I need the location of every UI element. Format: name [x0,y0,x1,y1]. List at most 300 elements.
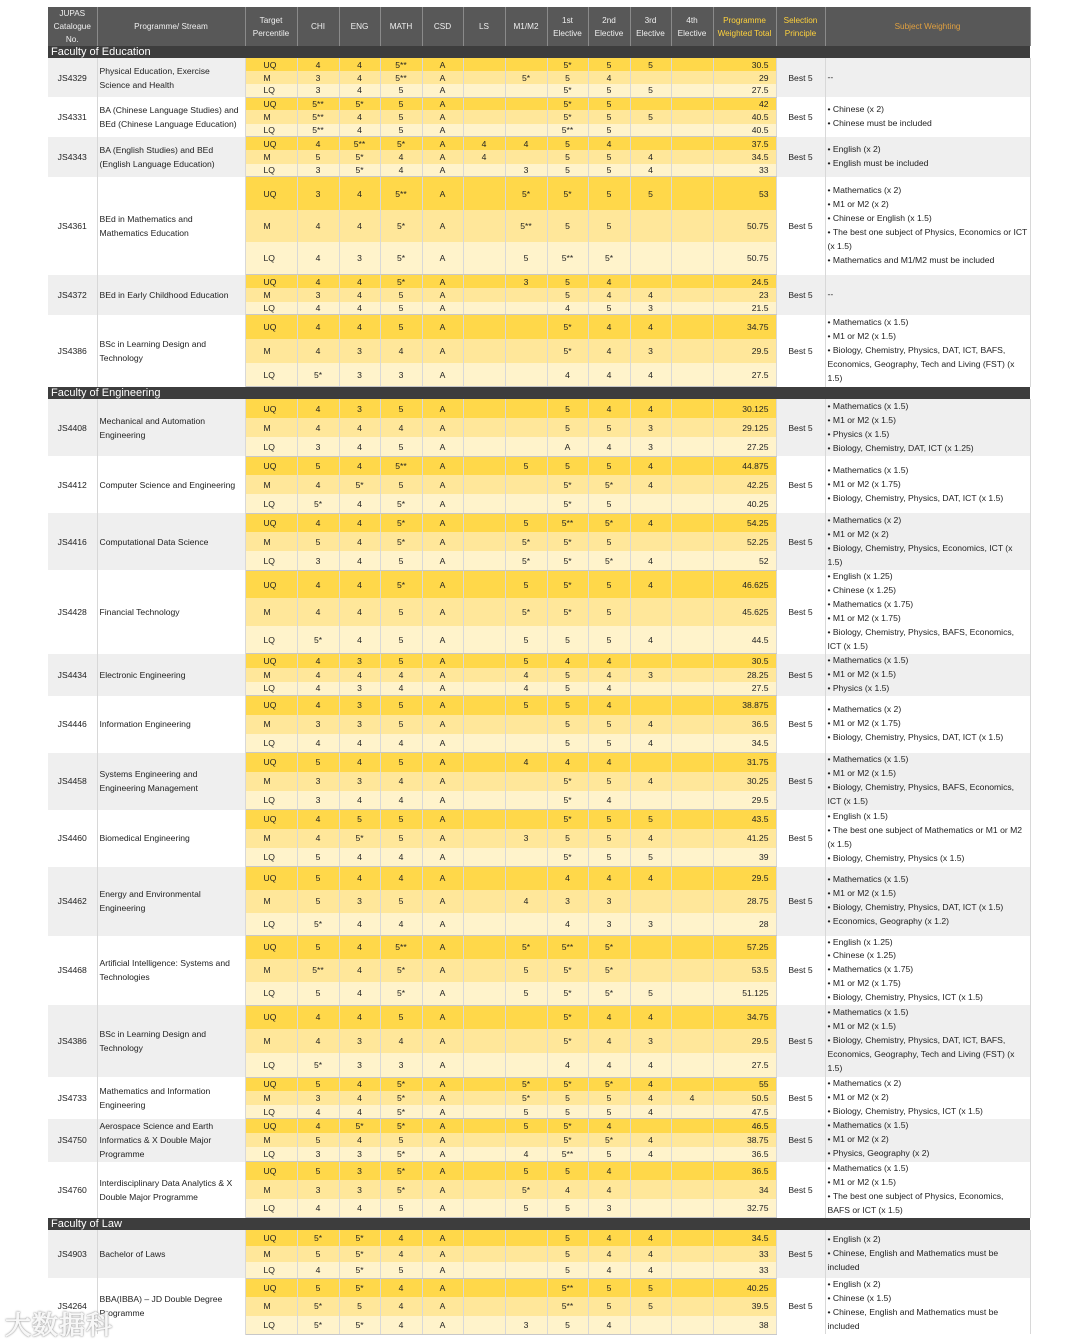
subject-weighting [825,1278,1030,1334]
grade-cell: 3 [339,890,380,913]
grade-cell: 5 [588,626,630,654]
grade-cell [671,626,713,654]
programme-name: BA (English Studies) and BEd (English Language Education) [97,137,245,177]
grade-cell: 5* [339,1278,380,1297]
grade-cell [505,791,547,810]
grade-cell: 4 [630,1005,671,1029]
weighting-item: • Mathematics (x 1.5) [828,1006,1028,1020]
target-percentile: UQ [245,1077,297,1091]
subject-weighting [825,810,1030,867]
grade-cell: 3 [505,275,547,288]
grade-cell: 4 [630,867,671,890]
target-percentile: UQ [245,315,297,339]
grade-cell: 4 [630,1053,671,1077]
weighting-item: • M1 or M2 (x 1.75) [828,717,1028,731]
grade-cell: 4 [588,791,630,810]
grade-cell: 5* [547,1133,588,1147]
grade-cell: 4 [630,164,671,177]
weighting-item: • M1 or M2 (x 1.75) [828,478,1028,492]
target-percentile: M [245,71,297,84]
grade-cell [463,475,505,494]
grade-cell [463,867,505,890]
grade-cell: 5 [505,626,547,654]
grade-cell: 5* [547,494,588,513]
target-percentile: M [245,715,297,734]
grade-cell: 5* [588,513,630,532]
subject-weighting [825,1077,1030,1119]
weighting-list [828,1077,1028,1119]
grade-cell: 4 [297,696,339,715]
grade-cell [671,1119,713,1133]
grade-cell [505,97,547,110]
weighted-total: 24.5 [713,275,776,288]
grade-cell: A [422,1147,463,1161]
grade-cell: 4 [630,1091,671,1105]
grade-cell: 4 [339,275,380,288]
grade-cell: A [422,682,463,696]
grade-cell: 4 [339,626,380,654]
target-percentile: M [245,772,297,791]
grade-cell: 5* [547,848,588,867]
table-row [48,696,1030,715]
grade-cell: 5 [547,456,588,475]
weighting-item: • Biology, Chemistry, Physics, DAT, ICT (x 1.5) [828,731,1028,745]
target-percentile: UQ [245,1119,297,1133]
grade-cell: 5 [588,1105,630,1119]
grade-cell: 5 [547,1262,588,1278]
weighted-total: 34.75 [713,1005,776,1029]
catalogue-code: JS4468 [48,936,97,1006]
grade-cell [671,570,713,598]
table-row [48,1077,1030,1091]
grade-cell: 3 [297,177,339,210]
grade-cell: 5* [380,959,422,982]
programme-name: BEd in Mathematics and Mathematics Education [97,177,245,275]
grade-cell: 4 [588,682,630,696]
weighted-total: 28.25 [713,668,776,682]
grade-cell: 4 [339,456,380,475]
grade-cell: 5 [547,1091,588,1105]
selection-principle: Best 5 [776,1278,825,1334]
weighting-item: • Mathematics (x 2) [828,184,1028,198]
grade-cell [463,890,505,913]
grade-cell: 5* [547,772,588,791]
grade-cell [463,1246,505,1262]
grade-cell: A [422,982,463,1005]
grade-cell: A [422,210,463,243]
grade-cell [671,339,713,363]
grade-cell: 3 [297,84,339,97]
grade-cell: 4 [463,137,505,150]
weighting-list [828,936,1028,1006]
weighting-item: • The best one subject of Physics, Economics, BAFS or ICT (x 1.5) [828,1190,1028,1218]
grade-cell: 4 [297,418,339,437]
target-percentile: LQ [245,494,297,513]
grade-cell: 5 [505,1105,547,1119]
grade-cell: A [422,598,463,626]
header-2nd-elective: 2nd Elective [588,7,630,46]
grade-cell [505,1278,547,1297]
weighting-item: • Biology, Chemistry, Physics, ICT (x 1.5) [828,1105,1028,1119]
grade-cell: 4 [297,210,339,243]
grade-cell [463,829,505,848]
target-percentile: UQ [245,867,297,890]
grade-cell: 4 [297,302,339,315]
grade-cell: 5 [588,829,630,848]
grade-cell: 5* [547,982,588,1005]
weighted-total: 29.5 [713,791,776,810]
target-percentile: UQ [245,936,297,959]
grade-cell: 5** [380,456,422,475]
grade-cell: 4 [339,936,380,959]
grade-cell [463,210,505,243]
grade-cell: 5* [505,71,547,84]
weighting-list [828,1278,1028,1334]
grade-cell: 4 [547,363,588,387]
grade-cell: 5 [630,848,671,867]
programme-name: Physical Education, Exercise Science and Health [97,58,245,97]
grade-cell: A [422,437,463,456]
grade-cell: A [422,58,463,71]
grade-cell: 4 [547,753,588,772]
selection-principle: Best 5 [776,1005,825,1077]
grade-cell: 4 [630,1077,671,1091]
grade-cell: 4 [630,1262,671,1278]
grade-cell: A [422,418,463,437]
grade-cell [630,598,671,626]
grade-cell: A [422,753,463,772]
grade-cell: 3 [380,363,422,387]
grade-cell: 5 [630,810,671,829]
selection-principle: Best 5 [776,936,825,1006]
grade-cell: 5* [547,570,588,598]
grade-cell: 5 [380,97,422,110]
target-percentile: LQ [245,302,297,315]
weighting-item: • Mathematics (x 1.5) [828,753,1028,767]
grade-cell [630,1180,671,1199]
grade-cell: 5 [588,494,630,513]
target-percentile: M [245,1133,297,1147]
grade-cell: 5** [547,1147,588,1161]
grade-cell: 3 [339,772,380,791]
grade-cell: 5 [630,1278,671,1297]
weighting-item: • Chinese (x 2) [828,103,1028,117]
grade-cell [505,288,547,301]
target-percentile: M [245,418,297,437]
grade-cell [463,418,505,437]
grade-cell: A [422,315,463,339]
grade-cell: 4 [588,696,630,715]
header-math: MATH [380,7,422,46]
grade-cell [671,363,713,387]
grade-cell: 4 [630,475,671,494]
grade-cell: 4 [339,791,380,810]
weighted-total: 34.75 [713,315,776,339]
weighted-total: 34 [713,1180,776,1199]
grade-cell: 5 [547,1316,588,1335]
grade-cell: 4 [380,682,422,696]
weighting-item: • Chinese must be included [828,117,1028,131]
grade-cell: 5* [505,598,547,626]
weighted-total: 29.5 [713,1029,776,1053]
grade-cell [630,654,671,668]
catalogue-code: JS4408 [48,399,97,456]
grade-cell: 4 [339,1077,380,1091]
target-percentile: LQ [245,437,297,456]
admission-table [48,7,1031,1335]
grade-cell [630,1199,671,1218]
grade-cell: 4 [630,1230,671,1246]
grade-cell: 5* [505,532,547,551]
selection-principle: Best 5 [776,867,825,936]
grade-cell: 4 [588,1316,630,1335]
weighting-item: • M1 or M2 (x 1.5) [828,414,1028,428]
grade-cell: 5 [547,150,588,163]
weighting-item: • M1 or M2 (x 1.5) [828,1020,1028,1034]
grade-cell [463,399,505,418]
grade-cell [671,1105,713,1119]
target-percentile: UQ [245,753,297,772]
grade-cell [630,696,671,715]
subject-weighting [825,570,1030,653]
grade-cell: 5 [380,598,422,626]
grade-cell [671,437,713,456]
faculty-header [48,46,1030,58]
target-percentile: LQ [245,124,297,137]
grade-cell: 4 [505,682,547,696]
grade-cell: 3 [339,682,380,696]
table-row [48,1278,1030,1297]
grade-cell: 4 [297,734,339,753]
grade-cell [671,177,713,210]
header-csd: CSD [422,7,463,46]
weighting-item: -- [827,288,834,299]
programme-name: Interdisciplinary Data Analytics & X Double Major Programme [97,1162,245,1218]
grade-cell [671,696,713,715]
target-percentile: LQ [245,1053,297,1077]
weighted-total: 43.5 [713,810,776,829]
grade-cell: 5* [380,1162,422,1181]
weighted-total: 37.5 [713,137,776,150]
target-percentile: LQ [245,848,297,867]
grade-cell: 5* [505,1180,547,1199]
weighting-item: • Mathematics (x 1.5) [828,1119,1028,1133]
grade-cell: 5 [380,288,422,301]
grade-cell [671,164,713,177]
target-percentile: M [245,339,297,363]
target-percentile: M [245,150,297,163]
grade-cell: 4 [588,1005,630,1029]
grade-cell: 5* [380,1077,422,1091]
grade-cell: 3 [297,791,339,810]
grade-cell: A [422,696,463,715]
grade-cell: A [422,1180,463,1199]
grade-cell: 4 [339,1091,380,1105]
weighted-total: 30.5 [713,58,776,71]
grade-cell: 5 [380,302,422,315]
grade-cell: A [422,1246,463,1262]
grade-cell [630,532,671,551]
weighted-total: 44.875 [713,456,776,475]
table-row [48,58,1030,71]
catalogue-code: JS4760 [48,1162,97,1218]
grade-cell [671,456,713,475]
grade-cell: 5* [297,1053,339,1077]
grade-cell: 5 [505,1119,547,1133]
grade-cell: 5 [380,1262,422,1278]
grade-cell: 5 [547,734,588,753]
grade-cell: 5* [297,626,339,654]
grade-cell [630,936,671,959]
grade-cell: 5* [380,242,422,275]
programme-name: BBA(IBBA) – JD Double Degree Programme [97,1278,245,1334]
weighting-item: • M1 or M2 (x 1.5) [828,330,1028,344]
target-percentile: LQ [245,242,297,275]
grade-cell: 4 [339,124,380,137]
programme-name: Electronic Engineering [97,654,245,696]
grade-cell [463,110,505,123]
grade-cell: 4 [380,164,422,177]
grade-cell [671,715,713,734]
grade-cell: 4 [339,1199,380,1218]
grade-cell: A [422,97,463,110]
grade-cell: 4 [297,315,339,339]
catalogue-code: JS4386 [48,315,97,387]
grade-cell: 4 [339,913,380,936]
grade-cell: 5* [380,570,422,598]
grade-cell: 5* [339,475,380,494]
grade-cell: 4 [463,150,505,163]
grade-cell: 5* [297,494,339,513]
programme-name: Biomedical Engineering [97,810,245,867]
target-percentile: UQ [245,1230,297,1246]
grade-cell: 3 [297,1180,339,1199]
grade-cell: 5 [588,1091,630,1105]
subject-weighting [825,867,1030,936]
grade-cell: 4 [671,1091,713,1105]
grade-cell: 5* [380,1105,422,1119]
subject-weighting [825,399,1030,456]
selection-principle: Best 5 [776,97,825,137]
target-percentile: LQ [245,551,297,570]
grade-cell: 3 [630,418,671,437]
target-percentile: LQ [245,84,297,97]
grade-cell: A [422,1053,463,1077]
header-selection-principle: Selection Principle [776,7,825,46]
grade-cell: 5 [588,1278,630,1297]
grade-cell: 4 [380,1278,422,1297]
target-percentile: M [245,1246,297,1262]
grade-cell [505,363,547,387]
grade-cell: 5* [380,982,422,1005]
catalogue-code: JS4386 [48,1005,97,1077]
grade-cell [463,437,505,456]
grade-cell: 5* [505,936,547,959]
selection-principle: Best 5 [776,570,825,653]
grade-cell: 5* [547,177,588,210]
grade-cell: 4 [505,890,547,913]
table-row [48,1230,1030,1246]
weighted-total: 36.5 [713,715,776,734]
grade-cell: 5 [588,97,630,110]
grade-cell: 4 [339,668,380,682]
grade-cell: 4 [588,399,630,418]
grade-cell: 4 [297,513,339,532]
grade-cell: 5** [297,97,339,110]
grade-cell: A [547,437,588,456]
weighted-total: 36.5 [713,1162,776,1181]
grade-cell: 5 [588,210,630,243]
grade-cell: 5 [630,982,671,1005]
weighted-total: 45.625 [713,598,776,626]
grade-cell [671,1162,713,1181]
grade-cell [505,867,547,890]
grade-cell [671,867,713,890]
grade-cell: 5* [339,1246,380,1262]
grade-cell: 5 [588,570,630,598]
grade-cell: A [422,936,463,959]
grade-cell: 4 [339,84,380,97]
grade-cell: 5 [380,1199,422,1218]
weighting-item: • Mathematics (x 2) [828,703,1028,717]
grade-cell: 5* [547,959,588,982]
grade-cell [463,598,505,626]
weighting-item: • Physics (x 1.5) [828,682,1028,696]
weighted-total: 27.25 [713,437,776,456]
grade-cell: 4 [630,150,671,163]
grade-cell [671,913,713,936]
target-percentile: UQ [245,654,297,668]
grade-cell: 5 [380,654,422,668]
grade-cell: 5 [339,1297,380,1316]
weighting-item: • Biology, Chemistry, Physics, DAT, ICT (x 1.5) [828,901,1028,915]
weighted-total: 39.5 [713,1297,776,1316]
grade-cell [630,137,671,150]
grade-cell: 3 [339,1162,380,1181]
grade-cell: 4 [297,275,339,288]
grade-cell [463,1230,505,1246]
grade-cell [463,848,505,867]
target-percentile: LQ [245,1147,297,1161]
grade-cell [671,513,713,532]
grade-cell [463,339,505,363]
weighting-list [828,570,1028,653]
grade-cell: 5 [380,110,422,123]
grade-cell: 4 [380,1297,422,1316]
grade-cell: 4 [297,570,339,598]
weighted-total: 28.75 [713,890,776,913]
target-percentile: LQ [245,626,297,654]
grade-cell [671,84,713,97]
grade-cell [463,58,505,71]
grade-cell: 5 [297,150,339,163]
weighted-total: 34.5 [713,734,776,753]
grade-cell: 5 [297,936,339,959]
catalogue-code: JS4733 [48,1077,97,1119]
grade-cell: 5** [380,71,422,84]
selection-principle: Best 5 [776,456,825,513]
target-percentile: LQ [245,164,297,177]
grade-cell: 4 [339,959,380,982]
grade-cell [630,753,671,772]
grade-cell: 4 [588,1162,630,1181]
grade-cell: 4 [630,551,671,570]
grade-cell: 5 [588,150,630,163]
grade-cell [505,715,547,734]
target-percentile: M [245,210,297,243]
programme-name: Financial Technology [97,570,245,653]
weighting-item: • Biology, Chemistry, Physics, DAT, ICT, BAFS, Economics, Geography, Tech and Living (FST) (x 1.5) [828,1034,1028,1076]
